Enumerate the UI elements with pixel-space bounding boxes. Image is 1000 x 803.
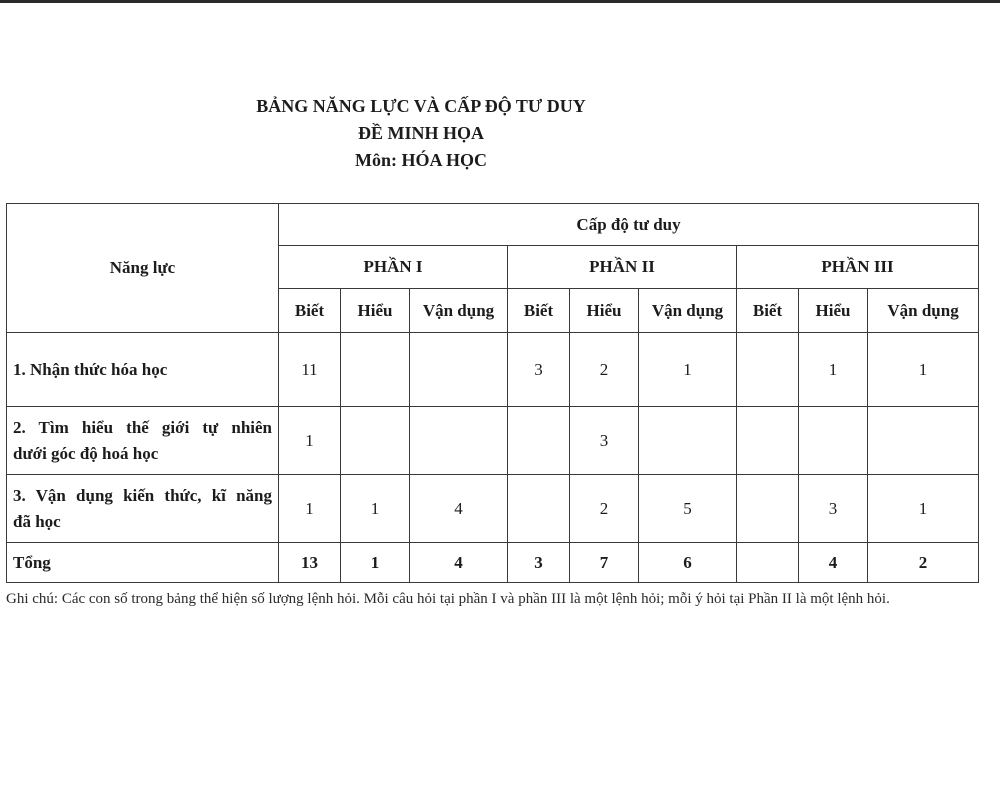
table-cell: 3 <box>508 333 570 407</box>
competency-header: Năng lực <box>7 204 279 333</box>
footnote: Ghi chú: Các con số trong bảng thể hiện số lượng lệnh hỏi. Mỗi câu hỏi tại phần I và phần III là một lệnh hỏi; mỗi ý hỏi tại Phần II là một lệnh hỏi. <box>6 591 890 607</box>
title-line-3: Môn: HÓA HỌC <box>354 150 487 170</box>
level-header: Vận dụng <box>639 289 737 333</box>
title-line-2: ĐỀ MINH HỌA <box>358 123 484 143</box>
table-cell <box>639 407 737 475</box>
level-header: Biết <box>508 289 570 333</box>
table-cell <box>410 407 508 475</box>
level-header: Hiểu <box>799 289 868 333</box>
header-row-1 <box>7 204 979 246</box>
competency-table <box>6 203 979 583</box>
level-header: Vận dụng <box>410 289 508 333</box>
table-cell: 1 <box>341 475 410 543</box>
row-label <box>7 407 279 475</box>
scan-top-edge <box>0 0 1000 3</box>
table-cell <box>341 407 410 475</box>
row-label-line: đã học <box>13 511 61 531</box>
table-cell <box>410 333 508 407</box>
part-1-header: PHẦN I <box>279 246 508 289</box>
table-row <box>7 333 979 407</box>
table-cell <box>737 333 799 407</box>
level-header: Hiểu <box>570 289 639 333</box>
table-row <box>7 475 979 543</box>
level-header: Biết <box>279 289 341 333</box>
table-cell <box>508 475 570 543</box>
total-cell: 4 <box>410 543 508 583</box>
level-header: Vận dụng <box>868 289 979 333</box>
total-row <box>7 543 979 583</box>
total-cell: 13 <box>279 543 341 583</box>
title-line-1: BẢNG NĂNG LỰC VÀ CẤP ĐỘ TƯ DUY <box>256 96 586 116</box>
table-cell: 1 <box>639 333 737 407</box>
table-cell: 2 <box>570 333 639 407</box>
total-cell: 1 <box>341 543 410 583</box>
row-label <box>7 475 279 543</box>
table-cell <box>799 407 868 475</box>
total-cell: 3 <box>508 543 570 583</box>
table-cell: 1 <box>279 475 341 543</box>
row-label-line: 2. Tìm hiểu thế giới tự nhiên <box>13 417 272 437</box>
table-cell: 1 <box>799 333 868 407</box>
total-cell <box>737 543 799 583</box>
table-cell: 4 <box>410 475 508 543</box>
part-3-header: PHẦN III <box>737 246 979 289</box>
table-cell <box>868 407 979 475</box>
level-header: Biết <box>737 289 799 333</box>
table-cell: 1 <box>279 407 341 475</box>
table-cell: 11 <box>279 333 341 407</box>
table-cell: 1 <box>868 333 979 407</box>
table-cell: 5 <box>639 475 737 543</box>
row-label-line: dưới góc độ hoá học <box>13 443 159 463</box>
table-cell: 3 <box>799 475 868 543</box>
total-cell: 4 <box>799 543 868 583</box>
document-title <box>0 93 1000 174</box>
table-cell: 3 <box>570 407 639 475</box>
table-cell <box>737 475 799 543</box>
total-cell: 2 <box>868 543 979 583</box>
table-cell: 1 <box>868 475 979 543</box>
row-label-line: 3. Vận dụng kiến thức, kĩ năng <box>13 485 272 505</box>
table-cell <box>737 407 799 475</box>
table-cell: 2 <box>570 475 639 543</box>
part-2-header: PHẦN II <box>508 246 737 289</box>
total-label: Tổng <box>7 543 279 583</box>
total-cell: 7 <box>570 543 639 583</box>
table-cell <box>341 333 410 407</box>
level-header: Hiểu <box>341 289 410 333</box>
table-cell <box>508 407 570 475</box>
thinking-level-header: Cấp độ tư duy <box>279 204 979 246</box>
table-row <box>7 407 979 475</box>
total-cell: 6 <box>639 543 737 583</box>
row-label: 1. Nhận thức hóa học <box>7 333 279 407</box>
